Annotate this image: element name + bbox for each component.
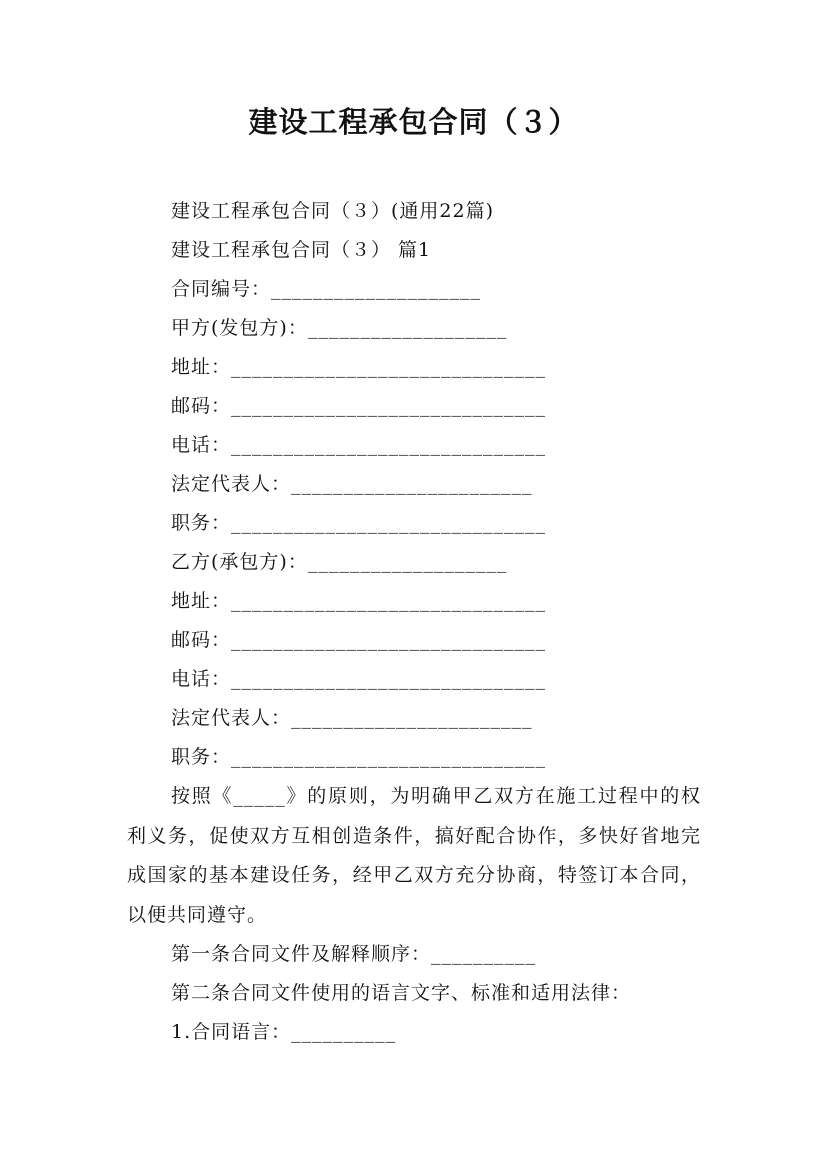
party-a-postcode-field: 邮码：______________________________	[171, 395, 547, 417]
party-a-phone-field: 电话：______________________________	[171, 434, 547, 456]
contract-number-field: 合同编号：____________________	[171, 278, 482, 300]
party-b-phone-field: 电话：______________________________	[171, 668, 547, 690]
party-b-postcode-field: 邮码：______________________________	[171, 629, 547, 651]
party-a-field: 甲方(发包方)：___________________	[171, 317, 508, 339]
document-body	[127, 192, 707, 1052]
document-title: 建设工程承包合同（３）	[248, 105, 579, 139]
party-b-field: 乙方(承包方)：___________________	[171, 551, 508, 573]
party-b-position-field: 职务：______________________________	[171, 746, 547, 768]
clause-2: 第二条合同文件使用的语言文字、标准和适用法律：	[171, 982, 632, 1004]
clause-2-item-1: 1.合同语言：__________	[171, 1021, 397, 1043]
preamble-paragraph: 按照《_____》的原则，为明确甲乙双方在施工过程中的权利义务，促使双方互相创造条件，搞好配合协作，多快好省地完成国家的基本建设任务，经甲乙双方充分协商，特签订本合同，以便共同遵守。	[127, 785, 701, 926]
doc-line-section: 建设工程承包合同（３） 篇1	[171, 239, 432, 261]
doc-line-heading: 建设工程承包合同（３）(通用22篇)	[171, 200, 495, 222]
party-b-representative-field: 法定代表人：_______________________	[171, 707, 533, 729]
party-b-address-field: 地址：______________________________	[171, 590, 547, 612]
clause-1: 第一条合同文件及解释顺序：__________	[171, 943, 537, 965]
party-a-representative-field: 法定代表人：_______________________	[171, 473, 533, 495]
party-a-position-field: 职务：______________________________	[171, 512, 547, 534]
party-a-address-field: 地址：______________________________	[171, 356, 547, 378]
